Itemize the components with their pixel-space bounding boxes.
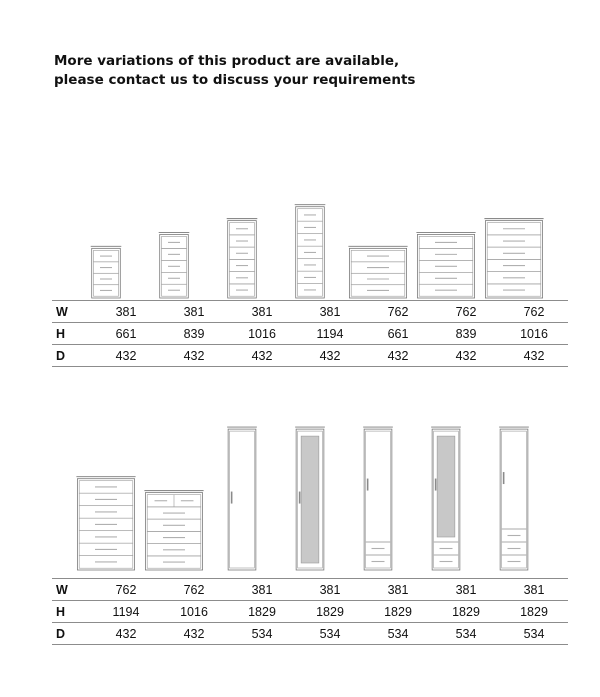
chest-of-drawers-drawing (91, 246, 122, 298)
dimensions-table-bottom (52, 578, 568, 645)
row-label: D (52, 345, 92, 367)
chest-of-drawers-drawing (76, 477, 135, 570)
table-row-width (52, 579, 568, 601)
wardrobe-door (502, 431, 527, 529)
table-cell: 534 (500, 623, 568, 645)
table-cell: 1829 (364, 601, 432, 623)
row-label: H (52, 323, 92, 345)
table-cell: 381 (296, 579, 364, 601)
table-cell: 381 (228, 579, 296, 601)
wardrobe-door (230, 431, 255, 568)
table-cell: 381 (296, 301, 364, 323)
table-cell: 1829 (500, 601, 568, 623)
mirror-panel (301, 436, 319, 563)
table-cell: 381 (92, 301, 160, 323)
table-row-depth (52, 345, 568, 367)
table-cell: 432 (160, 345, 228, 367)
dimensions-table-top (52, 300, 568, 367)
table-cell: 762 (92, 579, 160, 601)
table-cell: 432 (160, 623, 228, 645)
table-cell: 1016 (228, 323, 296, 345)
table-cell: 1829 (432, 601, 500, 623)
table-row-height (52, 323, 568, 345)
table-cell: 432 (92, 345, 160, 367)
wardrobe-drawing (363, 427, 393, 570)
row-label: W (52, 301, 92, 323)
chest-of-drawers-drawing (484, 219, 543, 298)
wardrobe-drawing (295, 427, 325, 570)
table-cell: 432 (364, 345, 432, 367)
heading-line-2: please contact us to discuss your requirements (54, 72, 416, 88)
table-cell: 381 (228, 301, 296, 323)
table-cell: 762 (364, 301, 432, 323)
table-cell: 534 (432, 623, 500, 645)
row-label: W (52, 579, 92, 601)
chest-of-drawers-drawing (416, 232, 475, 298)
table-cell: 1829 (296, 601, 364, 623)
table-cell: 534 (364, 623, 432, 645)
wardrobe-drawing (499, 427, 529, 570)
table-cell: 762 (160, 579, 228, 601)
table-cell: 381 (500, 579, 568, 601)
table-cell: 432 (432, 345, 500, 367)
table-cell: 762 (500, 301, 568, 323)
table-cell: 381 (364, 579, 432, 601)
table-row-depth (52, 623, 568, 645)
table-cell: 534 (228, 623, 296, 645)
table-cell: 839 (432, 323, 500, 345)
table-cell: 432 (500, 345, 568, 367)
table-cell: 381 (432, 579, 500, 601)
table-cell: 1016 (160, 601, 228, 623)
row-label: H (52, 601, 92, 623)
table-cell: 432 (228, 345, 296, 367)
table-cell: 432 (296, 345, 364, 367)
wardrobe-drawing (431, 427, 461, 570)
table-cell: 381 (160, 301, 228, 323)
table-cell: 839 (160, 323, 228, 345)
table-cell: 1016 (500, 323, 568, 345)
row-label: D (52, 623, 92, 645)
table-row-height (52, 601, 568, 623)
chest-of-drawers-drawing (348, 246, 407, 298)
wardrobe-drawing (227, 427, 257, 570)
heading-line-1: More variations of this product are available, (54, 53, 400, 69)
mirror-panel (437, 436, 455, 537)
table-cell: 1829 (228, 601, 296, 623)
chest-of-drawers-drawing (227, 219, 258, 298)
wardrobe-door (366, 431, 391, 542)
table-cell: 661 (364, 323, 432, 345)
table-cell: 534 (296, 623, 364, 645)
table-cell: 661 (92, 323, 160, 345)
chest-of-drawers-drawing (144, 491, 203, 570)
chest-of-drawers-drawing (295, 205, 326, 298)
table-cell: 1194 (296, 323, 364, 345)
table-cell: 1194 (92, 601, 160, 623)
table-cell: 432 (92, 623, 160, 645)
table-cell: 762 (432, 301, 500, 323)
table-row-width (52, 301, 568, 323)
chest-of-drawers-drawing (159, 232, 190, 298)
